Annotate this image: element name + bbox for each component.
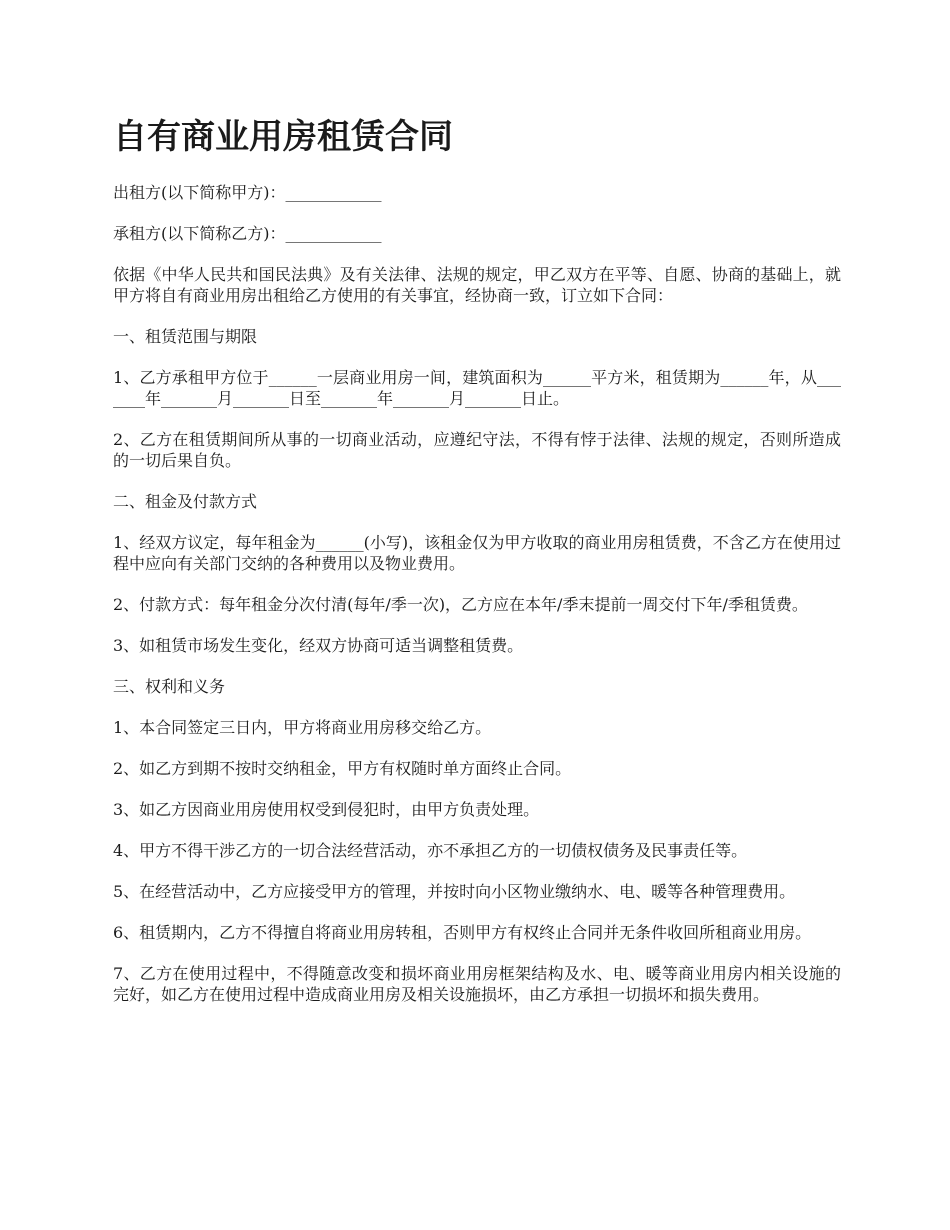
clause-3-6: 6、租赁期内，乙方不得擅自将商业用房转租，否则甲方有权终止合同并无条件收回所租商业用房。 <box>113 923 812 942</box>
document-page <box>113 112 841 1025</box>
clause-3-5: 5、在经营活动中，乙方应接受甲方的管理，并按时向小区物业缴纳水、电、暖等各种管理费用。 <box>113 882 796 901</box>
section-heading-rights-obligations: 三、权利和义务 <box>113 677 226 696</box>
preamble-paragraph: 依据《中华人民共和国民法典》及有关法律、法规的规定，甲乙双方在平等、自愿、协商的基础上，就甲方将自有商业用房出租给乙方使用的有关事宜，经协商一致，订立如下合同： <box>113 265 841 305</box>
clause-2-2: 2、付款方式：每年租金分次付清(每年/季一次)，乙方应在本年/季末提前一周交付下年/季租赁费。 <box>113 595 808 614</box>
section-heading-rent-payment: 二、租金及付款方式 <box>113 492 258 511</box>
clause-3-4: 4、甲方不得干涉乙方的一切合法经营活动，亦不承担乙方的一切债权债务及民事责任等。 <box>113 841 748 860</box>
document-title: 自有商业用房租赁合同 <box>113 117 453 157</box>
clause-3-1: 1、本合同签定三日内，甲方将商业用房移交给乙方。 <box>113 718 492 737</box>
section-heading-scope-term: 一、租赁范围与期限 <box>113 327 258 346</box>
clause-2-1: 1、经双方议定，每年租金为______(小写)，该租金仅为甲方收取的商业用房租赁费，不含乙方在使用过程中应向有关部门交纳的各种费用以及物业费用。 <box>113 533 841 573</box>
clause-1-1: 1、乙方承租甲方位于______一层商业用房一间，建筑面积为______平方米，租赁期为______年，从_______年_______月_______日至_______年_______月_______日止。 <box>113 368 841 408</box>
lessor-line: 出租方(以下简称甲方)：____________ <box>113 183 382 202</box>
clause-3-7: 7、乙方在使用过程中，不得随意改变和损坏商业用房框架结构及水、电、暖等商业用房内相关设施的完好，如乙方在使用过程中造成商业用房及相关设施损坏，由乙方承担一切损坏和损失费用。 <box>113 964 841 1004</box>
clause-3-3: 3、如乙方因商业用房使用权受到侵犯时，由甲方负责处理。 <box>113 800 540 819</box>
clause-1-2: 2、乙方在租赁期间所从事的一切商业活动，应遵纪守法，不得有悖于法律、法规的规定，否则所造成的一切后果自负。 <box>113 430 841 470</box>
lessee-line: 承租方(以下简称乙方)：____________ <box>113 224 382 243</box>
clause-3-2: 2、如乙方到期不按时交纳租金，甲方有权随时单方面终止合同。 <box>113 759 572 778</box>
clause-2-3: 3、如租赁市场发生变化，经双方协商可适当调整租赁费。 <box>113 636 524 655</box>
